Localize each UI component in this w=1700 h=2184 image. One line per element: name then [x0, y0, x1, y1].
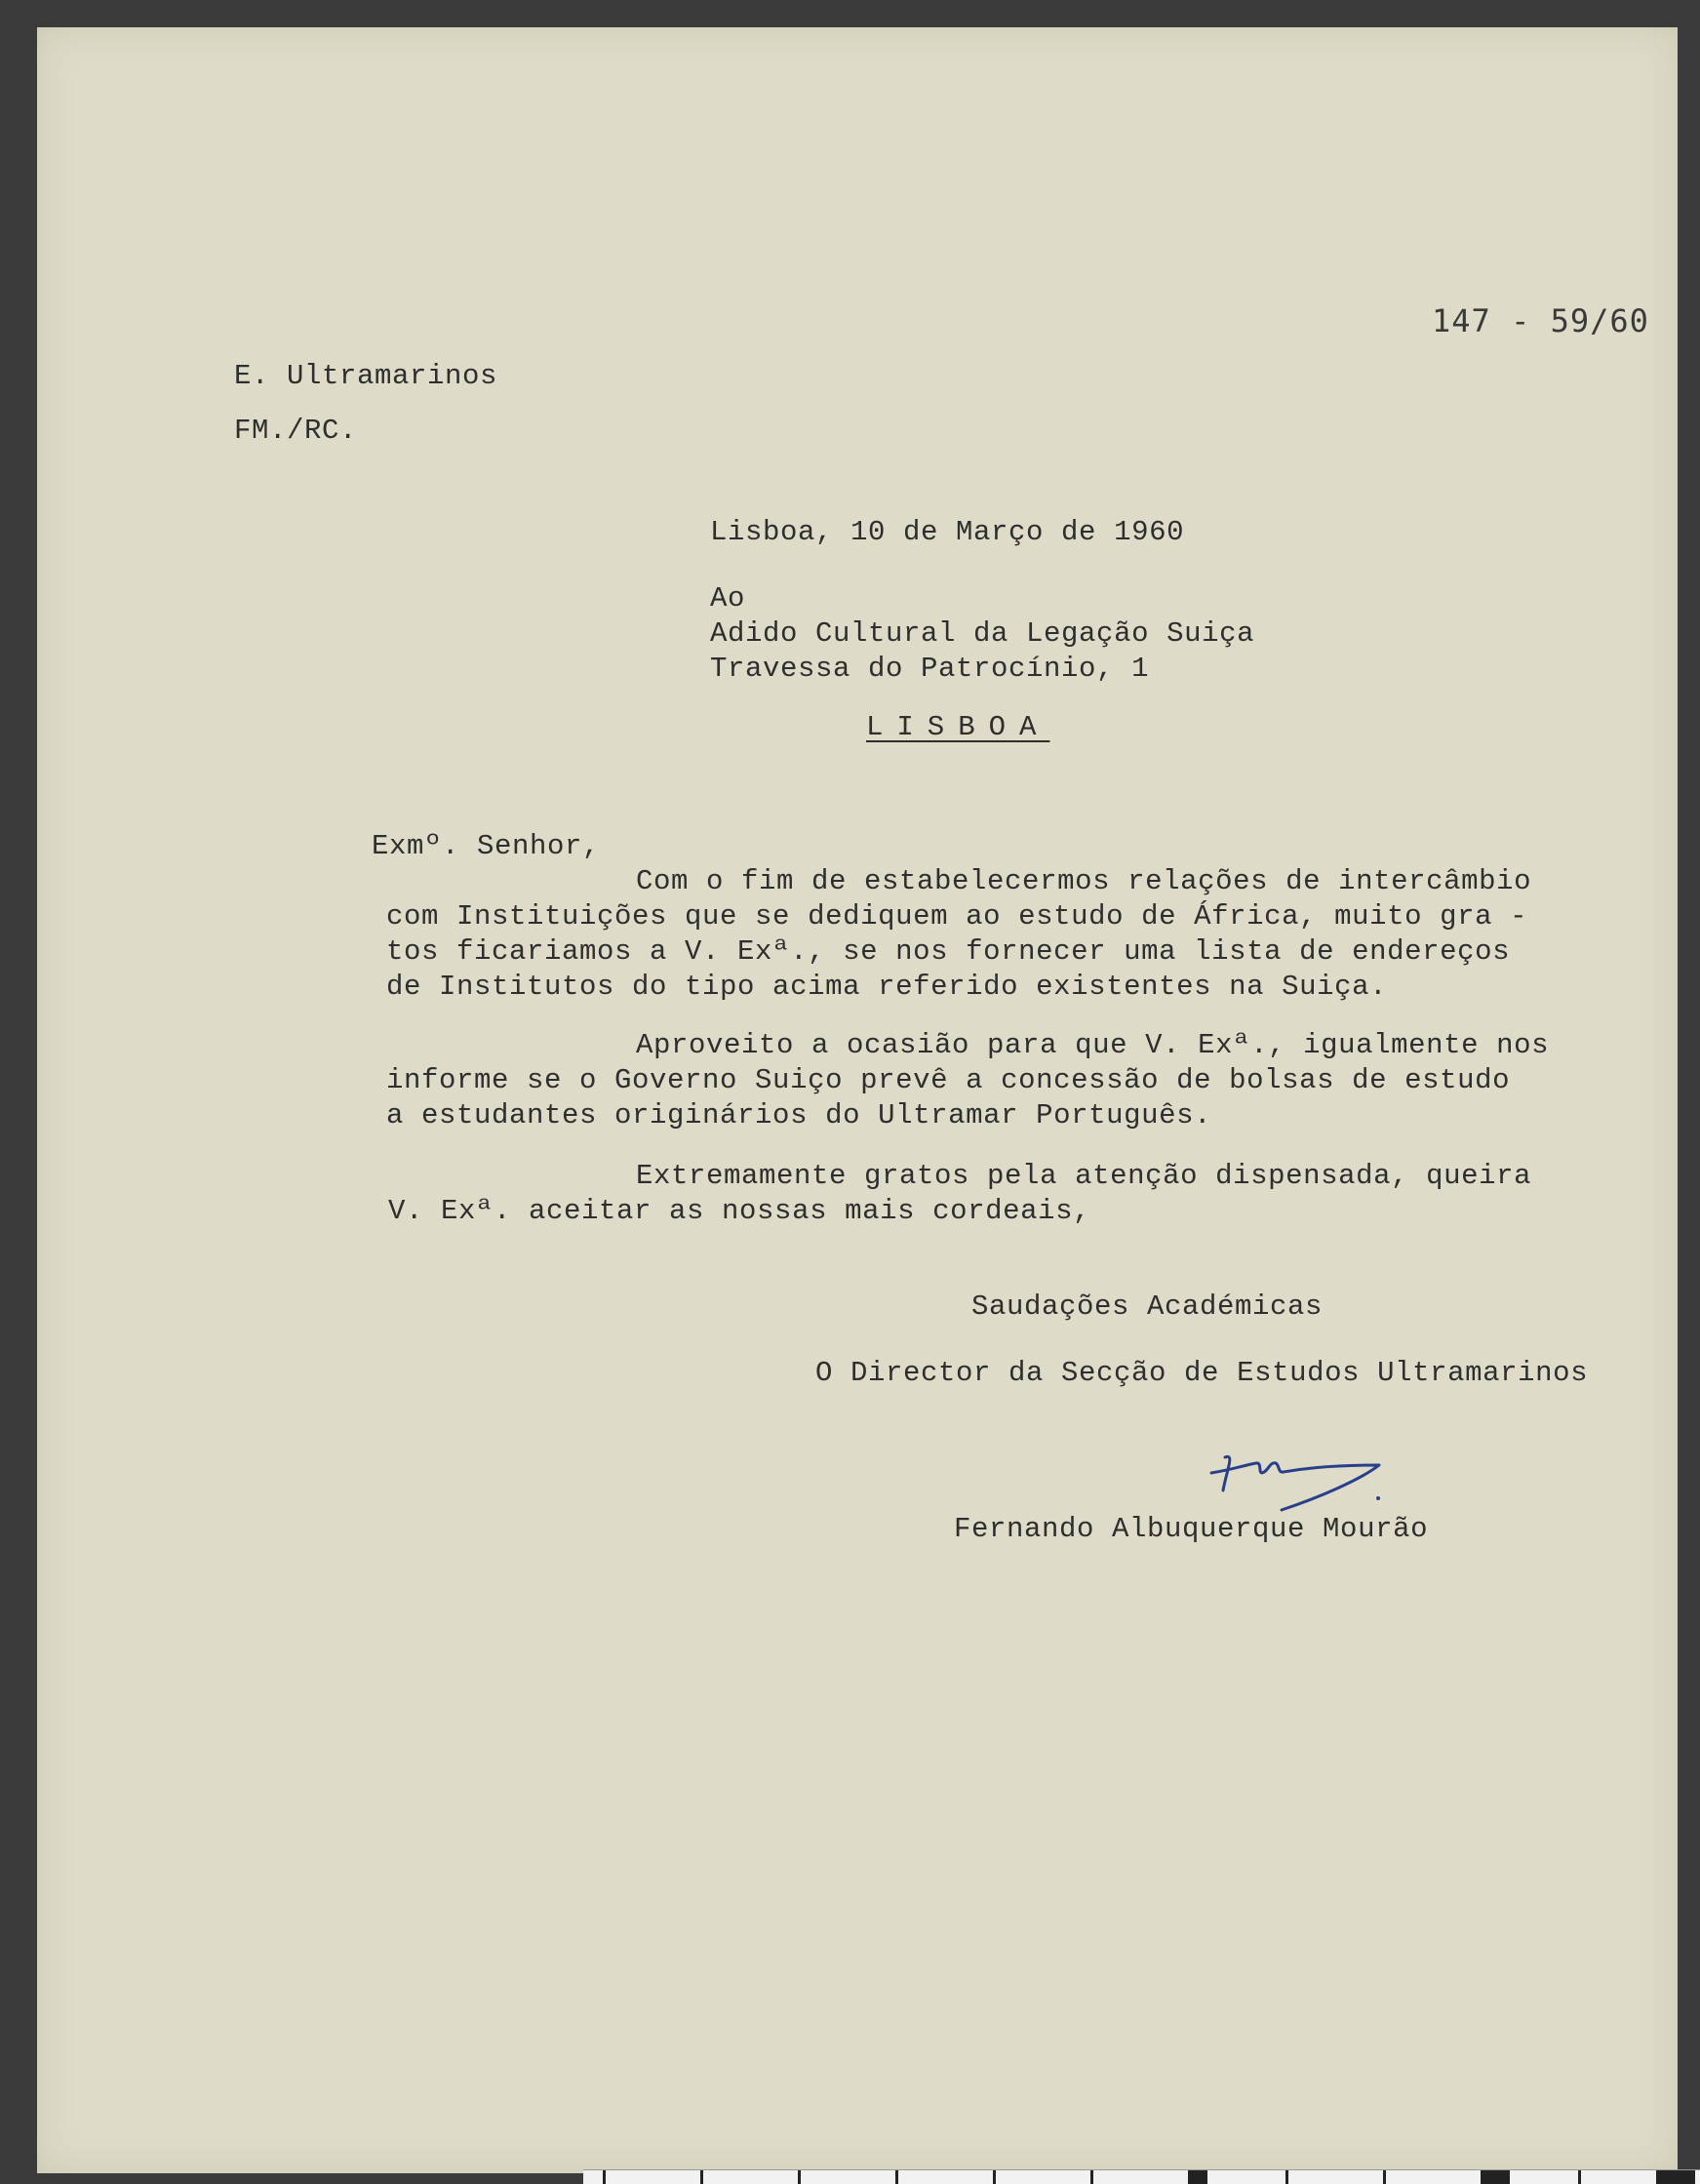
- paragraph-3-line-1: Extremamente gratos pela atenção dispensada, queira: [636, 1160, 1532, 1192]
- addressee-prefix: Ao: [710, 582, 746, 615]
- addressee-street: Travessa do Patrocínio, 1: [710, 653, 1150, 685]
- scan-ruler: [583, 2169, 1700, 2184]
- paragraph-2-line-3: a estudantes originários do Ultramar Português.: [386, 1099, 1212, 1132]
- paragraph-1-line-4: de Institutos do tipo acima referido existentes na Suiça.: [386, 971, 1388, 1003]
- paragraph-3-line-2: V. Exª. aceitar as nossas mais cordeais,: [388, 1195, 1091, 1227]
- salutation: Exmº. Senhor,: [372, 830, 601, 862]
- initials-line: FM./RC.: [234, 415, 358, 447]
- department-line: E. Ultramarinos: [234, 360, 498, 392]
- closing: Saudações Académicas: [971, 1291, 1324, 1323]
- date-line: Lisboa, 10 de Março de 1960: [710, 516, 1185, 548]
- paragraph-1-line-2: com Instituições que se dediquem ao estudo de África, muito gra -: [386, 900, 1528, 933]
- signatory-title: O Director da Secção de Estudos Ultramarinos: [815, 1357, 1589, 1389]
- paragraph-1-line-3: tos ficariamos a V. Exª., se nos fornecer uma lista de endereços: [386, 935, 1511, 968]
- addressee-name: Adido Cultural da Legação Suiça: [710, 617, 1255, 650]
- signatory-name: Fernando Albuquerque Mourão: [954, 1513, 1429, 1545]
- paragraph-1-line-1: Com o fim de estabelecermos relações de intercâmbio: [636, 865, 1532, 897]
- reference-number: 147 - 59/60: [1432, 302, 1649, 339]
- paragraph-2-line-2: informe se o Governo Suiço prevê a concessão de bolsas de estudo: [386, 1064, 1511, 1096]
- signature-icon: [1206, 1440, 1415, 1518]
- addressee-city: LISBOA: [866, 711, 1050, 743]
- letter-page: [37, 27, 1678, 2173]
- paragraph-2-line-1: Aproveito a ocasião para que V. Exª., igualmente nos: [636, 1029, 1550, 1061]
